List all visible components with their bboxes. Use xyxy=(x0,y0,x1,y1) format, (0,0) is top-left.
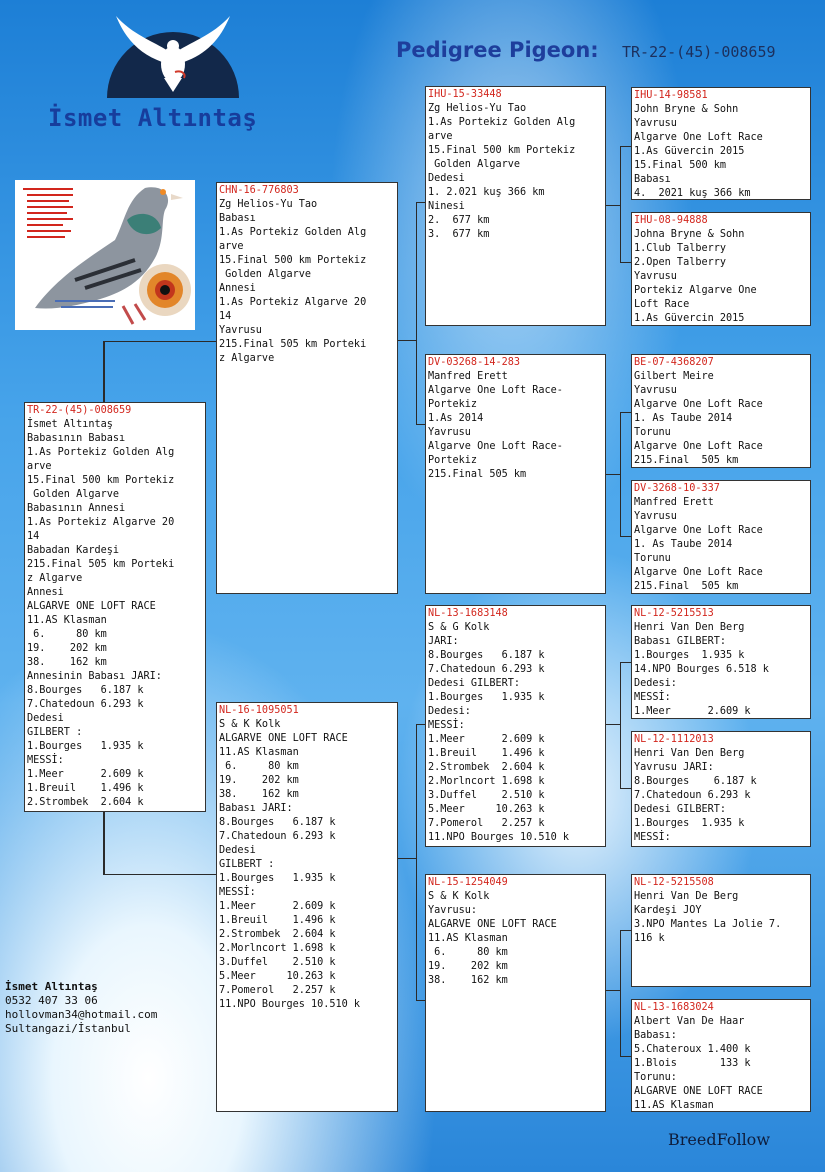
pedigree-line: 3. 677 km xyxy=(428,229,490,240)
pedigree-line: arve xyxy=(27,461,52,472)
pedigree-line: S & K Kolk xyxy=(219,719,281,730)
pedigree-line: 11.NPO Bourges 10.510 k xyxy=(428,832,570,843)
pedigree-line: Algarve One Loft Race xyxy=(634,399,763,410)
ring-number: TR-22-(45)-008659 xyxy=(27,405,132,416)
pedigree-line: Henri Van Den Berg xyxy=(634,622,745,633)
dam-dam-dam-card xyxy=(631,999,811,1112)
pedigree-line: Zg Helios-Yu Tao xyxy=(219,199,318,210)
owner-name: İsmet Altıntaş xyxy=(48,104,258,132)
pedigree-line: Yavrusu xyxy=(634,271,677,282)
pedigree-line: 15.Final 500 km Portekiz xyxy=(428,145,576,156)
contact-phone: 0532 407 33 06 xyxy=(5,994,98,1007)
pedigree-line: ALGARVE ONE LOFT RACE xyxy=(428,919,557,930)
pedigree-line: Dedesi xyxy=(219,845,256,856)
pedigree-line: 6. 80 km xyxy=(428,947,508,958)
pedigree-line: 2.Morlncort 1.698 k xyxy=(219,943,336,954)
breedfollow-brand: BreedFollow xyxy=(668,1130,771,1149)
pedigree-line: 8.Bourges 6.187 k xyxy=(634,776,757,787)
pedigree-line: 5.Meer 10.263 k xyxy=(428,804,545,815)
dam-sire-sire-card xyxy=(631,605,811,719)
pedigree-line: 1. 2.021 kuş 366 km xyxy=(428,187,545,198)
pedigree-line: Algarve One Loft Race xyxy=(634,567,763,578)
pedigree-line: 19. 202 km xyxy=(219,775,299,786)
sire-dam-card xyxy=(425,354,606,594)
pedigree-line: 1.Meer 2.609 k xyxy=(428,734,545,745)
pedigree-line: 6. 80 km xyxy=(27,629,107,640)
pedigree-line: 14.NPO Bourges 6.518 k xyxy=(634,664,769,675)
pedigree-line: 15.Final 500 km xyxy=(634,160,727,171)
pedigree-line: Torunu xyxy=(634,553,671,564)
pedigree-line: 4. 2021 kuş 366 km xyxy=(634,188,751,199)
pedigree-line: 8.Bourges 6.187 k xyxy=(27,685,144,696)
pedigree-line: Babası xyxy=(634,174,671,185)
pedigree-line: Annesinin Babası JARI: xyxy=(27,671,162,682)
contact-name: İsmet Altıntaş xyxy=(5,980,98,993)
pedigree-line: 11.NPO Bourges 10.510 k xyxy=(219,999,361,1010)
pedigree-line: 215.Final 505 km xyxy=(634,581,739,592)
pedigree-line: Golden Algarve xyxy=(219,269,312,280)
pedigree-line: Zg Helios-Yu Tao xyxy=(428,103,527,114)
pedigree-line: 38. 162 km xyxy=(27,657,107,668)
ring-number: IHU-14-98581 xyxy=(634,90,708,101)
pedigree-line: z Algarve xyxy=(27,573,83,584)
pedigree-line: 5.Meer 10.263 k xyxy=(219,971,336,982)
pedigree-line: 14 xyxy=(219,311,232,322)
connector-line xyxy=(605,990,621,991)
pedigree-line: 2.Open Talberry xyxy=(634,257,727,268)
sire-dam-dam-card xyxy=(631,480,811,594)
pedigree-line: 1.As Portekiz Algarve 20 xyxy=(27,517,175,528)
pedigree-line: 215.Final 505 km Porteki xyxy=(27,559,175,570)
dam-sire-dam-card xyxy=(631,731,811,847)
pedigree-line: arve xyxy=(428,131,453,142)
connector-line xyxy=(397,858,417,859)
pedigree-line: Kardeşi JOY xyxy=(634,905,702,916)
connector-line xyxy=(397,340,417,341)
pedigree-line: MESSİ: xyxy=(634,832,671,843)
ring-number: NL-15-1254049 xyxy=(428,877,508,888)
pedigree-line: MESSİ: xyxy=(428,720,465,731)
pedigree-line: Algarve One Loft Race xyxy=(634,441,763,452)
pedigree-line: 1.As Portekiz Golden Alg xyxy=(428,117,576,128)
pedigree-line: Dedesi xyxy=(428,173,465,184)
pedigree-line: 1.Meer 2.609 k xyxy=(634,706,751,717)
contact-email[interactable]: hollovman34@hotmail.com xyxy=(5,1008,158,1021)
connector-line xyxy=(605,205,621,206)
pedigree-line: 5.Chateroux 1.400 k xyxy=(634,1044,751,1055)
connector-line xyxy=(620,662,621,788)
pedigree-line: Dedesi GILBERT: xyxy=(428,678,521,689)
pedigree-line: 11.AS Klasman xyxy=(219,747,299,758)
pedigree-line: Manfred Erett xyxy=(428,371,508,382)
ring-number: IHU-08-94888 xyxy=(634,215,708,226)
pedigree-line: Yavrusu xyxy=(634,385,677,396)
pedigree-line: 19. 202 km xyxy=(428,961,508,972)
pedigree-line: 1.As Güvercin 2015 xyxy=(634,313,745,324)
pedigree-line: 1.As Portekiz Golden Alg xyxy=(219,227,367,238)
pedigree-line: MESSİ: xyxy=(634,692,671,703)
pedigree-line: 15.Final 500 km Portekiz xyxy=(219,255,367,266)
pedigree-line: S & G Kolk xyxy=(428,622,490,633)
ring-number: NL-16-1095051 xyxy=(219,705,299,716)
connector-line xyxy=(103,812,105,875)
pedigree-line: Babasının Babası xyxy=(27,433,126,444)
pedigree-line: Algarve One Loft Race xyxy=(634,132,763,143)
pedigree-line: 14 xyxy=(27,531,40,542)
contact-city: Sultangazi/İstanbul xyxy=(5,1022,131,1035)
pedigree-line: Yavrusu xyxy=(634,511,677,522)
pedigree-line: John Bryne & Sohn xyxy=(634,104,739,115)
pedigree-line: Dedesi: xyxy=(428,706,471,717)
pedigree-line: Annesi xyxy=(219,283,256,294)
pedigree-line: Babası GILBERT: xyxy=(634,636,727,647)
subject-pigeon-card xyxy=(24,402,206,812)
sire-sire-card xyxy=(425,86,606,326)
pedigree-line: Portekiz xyxy=(428,455,478,466)
pedigree-line: 7.Chatedoun 6.293 k xyxy=(634,790,751,801)
pedigree-line: 11.AS Klasman xyxy=(27,615,107,626)
pedigree-line: 2.Morlncort 1.698 k xyxy=(428,776,545,787)
ring-number: NL-12-1112013 xyxy=(634,734,714,745)
pedigree-line: 1.Meer 2.609 k xyxy=(219,901,336,912)
pedigree-line: Portekiz Algarve One xyxy=(634,285,757,296)
pedigree-line: Yavrusu xyxy=(634,118,677,129)
pigeon-photo xyxy=(15,180,195,330)
pedigree-line: Ninesi xyxy=(428,201,465,212)
page-title: Pedigree Pigeon: xyxy=(396,38,599,62)
pedigree-line: 1.Bourges 1.935 k xyxy=(634,818,745,829)
pedigree-line: Algarve One Loft Race- xyxy=(428,385,563,396)
pedigree-line: 2. 677 km xyxy=(428,215,490,226)
pedigree-line: 1.Bourges 1.935 k xyxy=(428,692,545,703)
pedigree-line: ALGARVE ONE LOFT RACE xyxy=(219,733,348,744)
pedigree-line: 2.Strombek 2.604 k xyxy=(428,762,545,773)
contact-info xyxy=(5,980,157,1036)
ring-number: BE-07-4368207 xyxy=(634,357,714,368)
dam-dam-sire-card xyxy=(631,874,811,987)
pedigree-line: 215.Final 505 km xyxy=(428,469,527,480)
pedigree-line: Babası xyxy=(219,213,256,224)
ring-number: IHU-15-33448 xyxy=(428,89,502,100)
dam-dam-card xyxy=(425,874,606,1112)
pedigree-line: Golden Algarve xyxy=(27,489,120,500)
pedigree-line: 3.NPO Mantes La Jolie 7. xyxy=(634,919,782,930)
pedigree-line: S & K Kolk xyxy=(428,891,490,902)
pedigree-line: 1.As Portekiz Golden Alg xyxy=(27,447,175,458)
pedigree-line: 1.Breuil 1.496 k xyxy=(428,748,545,759)
sire-dam-sire-card xyxy=(631,354,811,468)
pedigree-line: Johna Bryne & Sohn xyxy=(634,229,745,240)
pedigree-line: Babası JARI: xyxy=(219,803,293,814)
pedigree-line: 11.AS Klasman xyxy=(634,1100,714,1111)
pedigree-line: 1. As Taube 2014 xyxy=(634,539,733,550)
connector-line xyxy=(620,930,621,1056)
pedigree-line: MESSİ: xyxy=(27,755,64,766)
dam-sire-card xyxy=(425,605,606,847)
pedigree-line: Algarve One Loft Race- xyxy=(428,441,563,452)
connector-line xyxy=(605,474,621,475)
pedigree-line: 15.Final 500 km Portekiz xyxy=(27,475,175,486)
connector-line xyxy=(416,202,417,424)
pedigree-line: 1.Meer 2.609 k xyxy=(27,769,144,780)
dove-logo xyxy=(104,14,242,98)
pedigree-line: Torunu: xyxy=(634,1072,677,1083)
ring-number: NL-13-1683148 xyxy=(428,608,508,619)
dam-card xyxy=(216,702,398,1112)
pedigree-line: 7.Chatedoun 6.293 k xyxy=(27,699,144,710)
connector-line xyxy=(605,724,621,725)
pedigree-line: Babasının Annesi xyxy=(27,503,126,514)
pedigree-line: Dedesi xyxy=(27,713,64,724)
pedigree-line: GILBERT : xyxy=(27,727,83,738)
pedigree-line: 8.Bourges 6.187 k xyxy=(428,650,545,661)
pedigree-line: 7.Pomerol 2.257 k xyxy=(219,985,336,996)
pedigree-line: Yavrusu xyxy=(428,427,471,438)
pedigree-line: 1.Bourges 1.935 k xyxy=(219,873,336,884)
pedigree-line: İsmet Altıntaş xyxy=(27,419,113,430)
pedigree-line: Dedesi: xyxy=(634,678,677,689)
pedigree-line: 7.Chatedoun 6.293 k xyxy=(428,664,545,675)
pedigree-line: 8.Bourges 6.187 k xyxy=(219,817,336,828)
pedigree-line: Manfred Erett xyxy=(634,497,714,508)
pedigree-line: 2.Strombek 2.604 k xyxy=(27,797,144,808)
ring-number: DV-03268-14-283 xyxy=(428,357,521,368)
pedigree-line: Golden Algarve xyxy=(428,159,521,170)
connector-line xyxy=(103,341,105,402)
pedigree-line: 1. As Taube 2014 xyxy=(634,413,733,424)
pedigree-line: 116 k xyxy=(634,933,665,944)
connector-line xyxy=(620,412,621,536)
ring-number: NL-12-5215513 xyxy=(634,608,714,619)
pedigree-line: Gilbert Meire xyxy=(634,371,714,382)
pedigree-line: 1.As 2014 xyxy=(428,413,484,424)
pedigree-line: ALGARVE ONE LOFT RACE xyxy=(27,601,156,612)
pedigree-line: arve xyxy=(219,241,244,252)
pedigree-line: 11.AS Klasman xyxy=(428,933,508,944)
connector-line xyxy=(416,724,417,1000)
pedigree-line: Babası: xyxy=(634,1030,677,1041)
pedigree-line: Yavrusu xyxy=(219,325,262,336)
connector-line xyxy=(103,874,217,875)
pedigree-line: 1.Bourges 1.935 k xyxy=(27,741,144,752)
pedigree-line: Babadan Kardeşi xyxy=(27,545,120,556)
pedigree-line: 7.Pomerol 2.257 k xyxy=(428,818,545,829)
pedigree-line: 19. 202 km xyxy=(27,643,107,654)
pedigree-line: JARI: xyxy=(428,636,459,647)
pedigree-line: 2.Strombek 2.604 k xyxy=(219,929,336,940)
pedigree-line: Torunu xyxy=(634,427,671,438)
ring-number: DV-3268-10-337 xyxy=(634,483,720,494)
pedigree-line: 3.Duffel 2.510 k xyxy=(428,790,545,801)
pedigree-line: 1.Bourges 1.935 k xyxy=(634,650,745,661)
pedigree-line: 7.Chatedoun 6.293 k xyxy=(219,831,336,842)
pedigree-line: Algarve One Loft Race xyxy=(634,525,763,536)
connector-line xyxy=(103,341,217,342)
pedigree-line: 1.Blois 133 k xyxy=(634,1058,751,1069)
sire-sire-sire-card xyxy=(631,87,811,200)
pedigree-line: 215.Final 505 km Porteki xyxy=(219,339,367,350)
pedigree-line: 1.Breuil 1.496 k xyxy=(27,783,144,794)
ring-number: CHN-16-776803 xyxy=(219,185,299,196)
sire-sire-dam-card xyxy=(631,212,811,326)
ring-number: NL-13-1683024 xyxy=(634,1002,714,1013)
pedigree-line: z Algarve xyxy=(219,353,275,364)
pedigree-line: GILBERT : xyxy=(219,859,275,870)
connector-line xyxy=(620,146,621,262)
ring-number: NL-12-5215508 xyxy=(634,877,714,888)
pedigree-line: 1.As Portekiz Algarve 20 xyxy=(219,297,367,308)
pedigree-line: 215.Final 505 km xyxy=(634,455,739,466)
pedigree-line: Loft Race xyxy=(634,299,690,310)
pedigree-line: ALGARVE ONE LOFT RACE xyxy=(634,1086,763,1097)
pedigree-line: Henri Van De Berg xyxy=(634,891,739,902)
pedigree-line: 3.Duffel 2.510 k xyxy=(219,957,336,968)
pedigree-line: MESSİ: xyxy=(219,887,256,898)
pedigree-line: 1.As Güvercin 2015 xyxy=(634,146,745,157)
pedigree-line: Annesi xyxy=(27,587,64,598)
pedigree-line: 6. 80 km xyxy=(219,761,299,772)
pedigree-line: Albert Van De Haar xyxy=(634,1016,745,1027)
pedigree-line: 1.Breuil 1.496 k xyxy=(219,915,336,926)
pedigree-line: 38. 162 km xyxy=(219,789,299,800)
pedigree-line: Dedesi GILBERT: xyxy=(634,804,727,815)
title-ring-number: TR-22-(45)-008659 xyxy=(622,43,776,61)
pedigree-line: 38. 162 km xyxy=(428,975,508,986)
pedigree-line: Henri Van Den Berg xyxy=(634,748,745,759)
sire-card xyxy=(216,182,398,594)
pedigree-line: Yavrusu: xyxy=(428,905,478,916)
pedigree-line: Yavrusu JARI: xyxy=(634,762,714,773)
pedigree-line: 1.Club Talberry xyxy=(634,243,727,254)
pedigree-line: Portekiz xyxy=(428,399,478,410)
